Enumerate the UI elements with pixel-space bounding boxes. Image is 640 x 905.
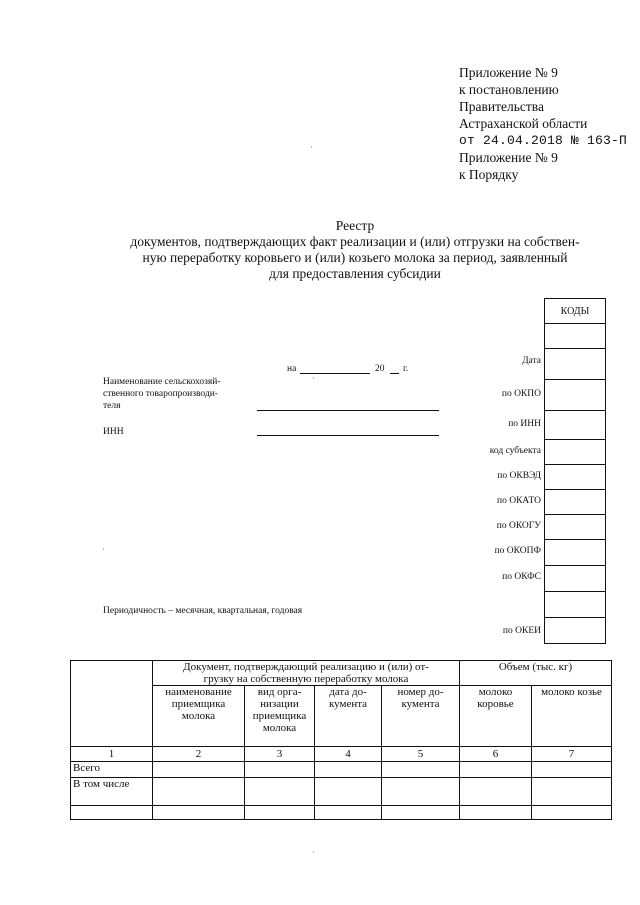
code-cell-okved[interactable] [545, 465, 606, 490]
header-line: к Порядку [459, 167, 519, 182]
code-cell-okpo[interactable] [545, 380, 606, 411]
header-line: Приложение № 9 [459, 150, 558, 165]
title-line: для предоставления субсидии [269, 266, 441, 281]
header-date-number: от 24.04.2018 № 163-П [459, 133, 628, 148]
table-cell[interactable] [153, 778, 245, 806]
column-header-document-date: дата до-кумента [315, 686, 382, 747]
title-line: ную переработку коровьего и (или) козьего молока за период, заявленный [142, 250, 568, 265]
table-cell[interactable] [245, 778, 315, 806]
code-label-okved: по ОКВЭД [497, 471, 541, 481]
producer-label-line: ственного товаропроизводи- [103, 389, 218, 399]
table-cell[interactable] [532, 762, 612, 778]
period-year-field[interactable] [390, 373, 399, 374]
table-cell[interactable] [245, 806, 315, 820]
title-line: документов, подтверждающих факт реализации и (или) отгрузки на собствен- [130, 234, 580, 249]
column-header-document-number: номер до-кумента [382, 686, 460, 747]
code-label-okopf: по ОКОПФ [494, 546, 541, 556]
period-suffix: г. [403, 364, 409, 374]
code-label-okato: по ОКАТО [497, 496, 541, 506]
table-corner-cell [71, 661, 153, 747]
code-cell-okfs[interactable] [545, 566, 606, 592]
producer-label-line: теля [103, 401, 121, 411]
table-group-volume: Объем (тыс. кг) [460, 661, 612, 686]
column-header-goat-milk: молоко козье [532, 686, 612, 747]
header-line: к постановлению [459, 82, 559, 97]
group-document-line: Документ, подтверждающий реализацию и (или) от- [183, 661, 429, 673]
code-cell-blank[interactable] [545, 592, 606, 618]
table-cell[interactable] [153, 806, 245, 820]
column-header-receiver-name: наименование приемщика молока [153, 686, 245, 747]
code-cell-inn[interactable] [545, 411, 606, 440]
table-cell[interactable] [315, 806, 382, 820]
column-number: 3 [245, 747, 315, 762]
table-cell[interactable] [245, 762, 315, 778]
code-cell-okei[interactable] [545, 618, 606, 644]
code-cell-okogu[interactable] [545, 515, 606, 540]
code-cell-okopf[interactable] [545, 540, 606, 566]
document-title [100, 218, 610, 282]
code-label-subject: код субъекта [489, 446, 541, 456]
code-label-okfs: по ОКФС [502, 572, 541, 582]
code-cell-okato[interactable] [545, 490, 606, 515]
code-label-okogu: по ОКОГУ [496, 521, 541, 531]
period-prefix: на [287, 364, 297, 374]
inn-field[interactable] [257, 435, 439, 436]
table-cell[interactable] [460, 778, 532, 806]
table-cell[interactable] [460, 762, 532, 778]
header-line: Приложение № 9 [459, 65, 558, 80]
producer-label-line: Наименование сельскохозяй- [103, 377, 221, 387]
producer-name-field[interactable] [257, 410, 439, 411]
periodicity-text: Периодичность – месячная, квартальная, годовая [103, 606, 303, 616]
period-field[interactable] [300, 373, 370, 374]
code-cell-subject[interactable] [545, 440, 606, 465]
table-cell[interactable] [382, 778, 460, 806]
title-main: Реестр [335, 218, 375, 233]
code-label-okpo: по ОКПО [501, 389, 541, 399]
code-label-inn: по ИНН [508, 419, 541, 429]
period-year: 20 [375, 364, 385, 374]
code-cell-date[interactable] [545, 349, 606, 380]
column-number: 6 [460, 747, 532, 762]
table-cell[interactable] [153, 762, 245, 778]
scan-speck: · [310, 143, 313, 152]
table-cell[interactable] [382, 806, 460, 820]
header-block [459, 64, 627, 183]
column-number: 2 [153, 747, 245, 762]
table-cell[interactable] [315, 762, 382, 778]
row-label-including: В том числе [71, 778, 153, 806]
row-label-total: Всего [71, 762, 153, 778]
column-number: 4 [315, 747, 382, 762]
group-document-line: грузку на собственную переработку молока [203, 673, 409, 685]
header-line: Правительства [459, 99, 544, 114]
producer-label [103, 376, 253, 412]
header-line: Астраханской области [459, 116, 588, 131]
table-cell[interactable] [532, 806, 612, 820]
inn-label: ИНН [103, 427, 124, 437]
scan-speck: · [312, 374, 315, 383]
scan-speck: · [312, 848, 315, 857]
scan-speck: · [102, 545, 105, 554]
table-cell[interactable] [532, 778, 612, 806]
code-label-okei: по ОКЕИ [502, 626, 541, 636]
table-group-document [153, 661, 460, 686]
column-number: 5 [382, 747, 460, 762]
column-header-cow-milk: молоко коровье [460, 686, 532, 747]
table-cell[interactable] [315, 778, 382, 806]
code-label-date: Дата [522, 356, 541, 366]
codes-header: КОДЫ [545, 299, 606, 324]
table-cell[interactable] [382, 762, 460, 778]
code-cell[interactable] [545, 324, 606, 349]
column-header-receiver-type: вид орга-низации приемщика молока [245, 686, 315, 747]
codes-table [544, 298, 606, 644]
registry-table [70, 660, 612, 820]
column-number: 7 [532, 747, 612, 762]
table-cell[interactable] [71, 806, 153, 820]
table-cell[interactable] [460, 806, 532, 820]
column-number: 1 [71, 747, 153, 762]
